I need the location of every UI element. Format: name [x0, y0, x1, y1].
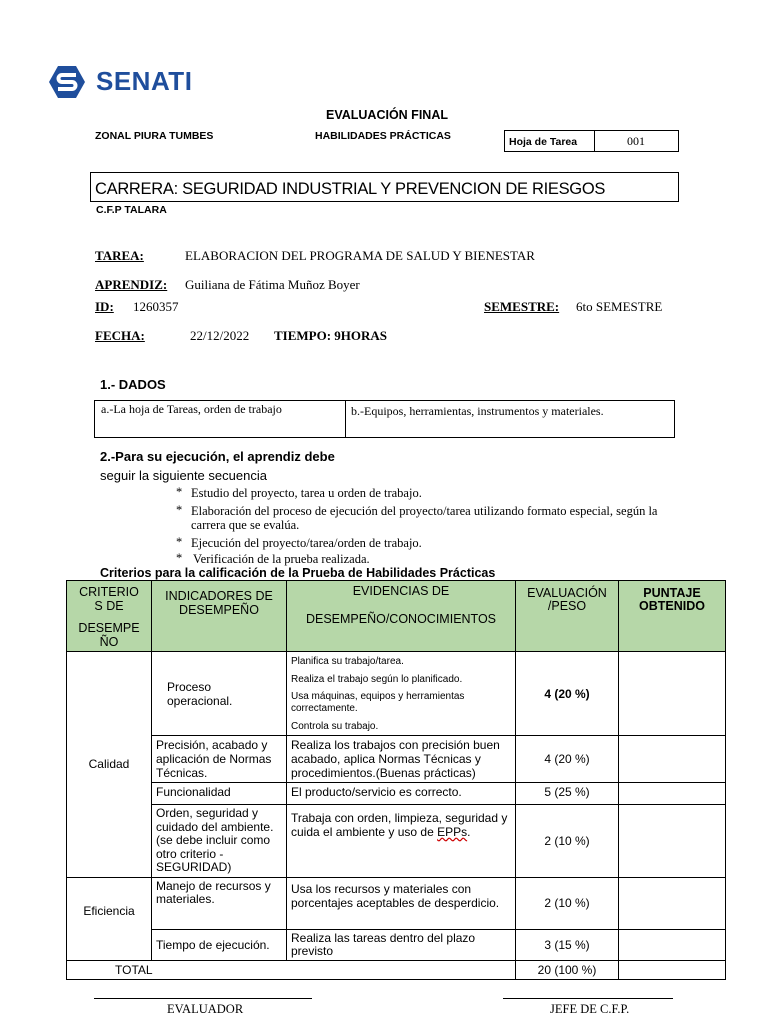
- task-sheet-label: Hoja de Tarea: [509, 136, 578, 148]
- header-evaluacion-line: /PESO: [547, 599, 587, 613]
- header-indicadores-line: INDICADORES DE: [165, 589, 273, 603]
- criterio-eficiencia: Eficiencia: [67, 877, 152, 960]
- table-row: [67, 783, 726, 805]
- semestre-value: 6to SEMESTRE: [576, 299, 663, 314]
- peso-cell: 2 (10 %): [516, 877, 619, 929]
- career-title: CARRERA: SEGURIDAD INDUSTRIAL Y PREVENCION DE RIESGOS: [95, 180, 606, 198]
- sequence-item: Ejecución del proyecto/tarea/orden de trabajo.: [191, 536, 422, 550]
- sequence-item: Estudio del proyecto, tarea u orden de trabajo.: [191, 486, 422, 500]
- sequence-bullet: *: [176, 535, 183, 549]
- evidencia-line: correctamente.: [291, 703, 358, 714]
- indicador-cell: Precisión, acabado y aplicación de Normas Técnicas.: [152, 736, 287, 783]
- task-sheet-number: 001: [627, 134, 645, 148]
- peso-cell: 3 (15 %): [516, 929, 619, 960]
- senati-logo-icon: [48, 64, 86, 100]
- indicador-line: operacional.: [167, 693, 233, 708]
- puntaje-cell[interactable]: [619, 652, 726, 736]
- header-puntaje-line: PUNTAJE: [643, 586, 701, 600]
- section1-title: 1.- DADOS: [100, 377, 166, 392]
- jefe-label: JEFE DE C.F.P.: [550, 1002, 630, 1016]
- section2-title-2: seguir la siguiente secuencia: [100, 468, 267, 483]
- evaluador-label: EVALUADOR: [167, 1002, 244, 1016]
- evidencia-cell: [287, 805, 516, 878]
- task-sheet-box: [504, 130, 679, 152]
- fecha-label: FECHA:: [95, 328, 145, 343]
- aprendiz-label: APRENDIZ:: [95, 277, 168, 292]
- header-criterios-line: S DE: [94, 599, 124, 613]
- jefe-signature-line: [503, 998, 673, 999]
- header-criterios: [67, 581, 152, 652]
- semestre-label: SEMESTRE:: [484, 299, 560, 314]
- aprendiz-value: Guiliana de Fátima Muñoz Boyer: [185, 277, 360, 292]
- zonal-label: ZONAL PIURA TUMBES: [95, 130, 214, 142]
- evidencia-line: Planifica su trabajo/tarea.: [291, 656, 404, 667]
- evidencia-cell: Realiza las tareas dentro del plazo previsto: [287, 929, 516, 960]
- task-sheet-divider: [594, 131, 595, 151]
- sequence-bullet: *: [176, 503, 183, 517]
- header-criterios-line: DESEMPE: [78, 621, 140, 635]
- area-label: HABILIDADES PRÁCTICAS: [315, 130, 451, 142]
- header-evidencias: [287, 581, 516, 652]
- dados-a: a.-La hoja de Tareas, orden de trabajo: [101, 402, 282, 416]
- fecha-value: 22/12/2022: [190, 328, 250, 343]
- table-row: [67, 877, 726, 929]
- header-indicadores-line: DESEMPEÑO: [179, 603, 259, 617]
- header-evaluacion-line: EVALUACIÓN: [527, 586, 607, 600]
- evidencia-text: Trabaja con orden, limpieza, seguridad y cuida el ambiente y uso de: [291, 811, 508, 839]
- evidencia-line: Usa máquinas, equipos y herramientas: [291, 691, 465, 702]
- sequence-item: Elaboración del proceso de ejecución del proyecto/tarea utilizando formato especial, según la: [191, 504, 658, 518]
- evidencia-cell: [287, 652, 516, 736]
- header-evidencias-line: DESEMPEÑO/CONOCIMIENTOS: [305, 612, 497, 626]
- peso-cell: 4 (20 %): [516, 736, 619, 783]
- peso-cell: 4 (20 %): [516, 652, 619, 736]
- total-puntaje[interactable]: [619, 960, 726, 979]
- dados-table: [94, 400, 675, 438]
- cfp-label: C.F.P TALARA: [96, 204, 167, 216]
- sequence-bullet: *: [176, 485, 183, 499]
- puntaje-cell[interactable]: [619, 805, 726, 878]
- sequence-item: carrera que se evalúa.: [191, 518, 300, 532]
- indicador-cell: Funcionalidad: [152, 783, 287, 805]
- evidencia-line: Realiza el trabajo según lo planificado.: [291, 674, 463, 685]
- evidencia-cell: Realiza los trabajos con precisión buen acabado, aplica Normas Técnicas y procedimientos.(Buenas prácticas): [287, 736, 516, 783]
- header-evidencias-line: EVIDENCIAS DE: [352, 584, 450, 598]
- indicador-cell: [152, 652, 287, 736]
- header-puntaje: [619, 581, 726, 652]
- total-label: TOTAL: [67, 960, 516, 979]
- evidencia-text-end: .: [467, 825, 471, 839]
- criterio-calidad: Calidad: [67, 652, 152, 878]
- indicador-cell: Orden, seguridad y cuidado del ambiente. (se debe incluir como otro criterio - SEGURIDAD): [152, 805, 287, 878]
- evidencia-cell: El producto/servicio es correcto.: [287, 783, 516, 805]
- peso-cell: 5 (25 %): [516, 783, 619, 805]
- dados-b: b.-Equipos, herramientas, instrumentos y materiales.: [351, 404, 604, 418]
- evidencia-cell: Usa los recursos y materiales con porcentajes aceptables de desperdicio.: [287, 877, 516, 929]
- dados-divider: [345, 401, 346, 437]
- evaluador-signature-line: [94, 998, 312, 999]
- puntaje-cell[interactable]: [619, 929, 726, 960]
- puntaje-cell[interactable]: [619, 736, 726, 783]
- tarea-value: ELABORACION DEL PROGRAMA DE SALUD Y BIENESTAR: [185, 248, 535, 263]
- header-puntaje-line: OBTENIDO: [639, 599, 705, 613]
- tiempo-label: TIEMPO: 9HORAS: [274, 328, 388, 343]
- senati-logo: [48, 64, 193, 100]
- sequence-bullet: *: [176, 551, 183, 565]
- table-row: [67, 805, 726, 878]
- puntaje-cell[interactable]: [619, 783, 726, 805]
- indicador-cell: Tiempo de ejecución.: [152, 929, 287, 960]
- criteria-title: Criterios para la calificación de la Prueba de Habilidades Prácticas: [100, 566, 496, 580]
- sequence-item: Verificación de la prueba realizada.: [193, 552, 370, 566]
- indicador-line: Proceso: [167, 679, 212, 694]
- tarea-label: TAREA:: [95, 248, 144, 263]
- table-row: [67, 652, 726, 736]
- header-evaluacion: [516, 581, 619, 652]
- puntaje-cell[interactable]: [619, 877, 726, 929]
- table-header-row: [67, 581, 726, 652]
- table-row: [67, 929, 726, 960]
- evidencia-line: Controla su trabajo.: [291, 721, 379, 732]
- career-box: [90, 172, 679, 202]
- header-indicadores: [152, 581, 287, 652]
- header-criterios-line: ÑO: [99, 635, 119, 649]
- document-title: EVALUACIÓN FINAL: [326, 108, 448, 122]
- id-value: 1260357: [133, 299, 179, 314]
- header-criterios-line: CRITERIO: [79, 585, 139, 599]
- peso-cell: 2 (10 %): [516, 805, 619, 878]
- section2-title-1: 2.-Para su ejecución, el aprendiz debe: [100, 449, 335, 464]
- table-total-row: [67, 960, 726, 979]
- total-peso: 20 (100 %): [516, 960, 619, 979]
- evaluation-table: [66, 580, 726, 980]
- epps-text: EPPs: [437, 825, 468, 839]
- brand-name: SENATI: [96, 66, 193, 96]
- id-label: ID:: [95, 299, 114, 314]
- table-row: [67, 736, 726, 783]
- indicador-cell: Manejo de recursos y materiales.: [152, 877, 287, 929]
